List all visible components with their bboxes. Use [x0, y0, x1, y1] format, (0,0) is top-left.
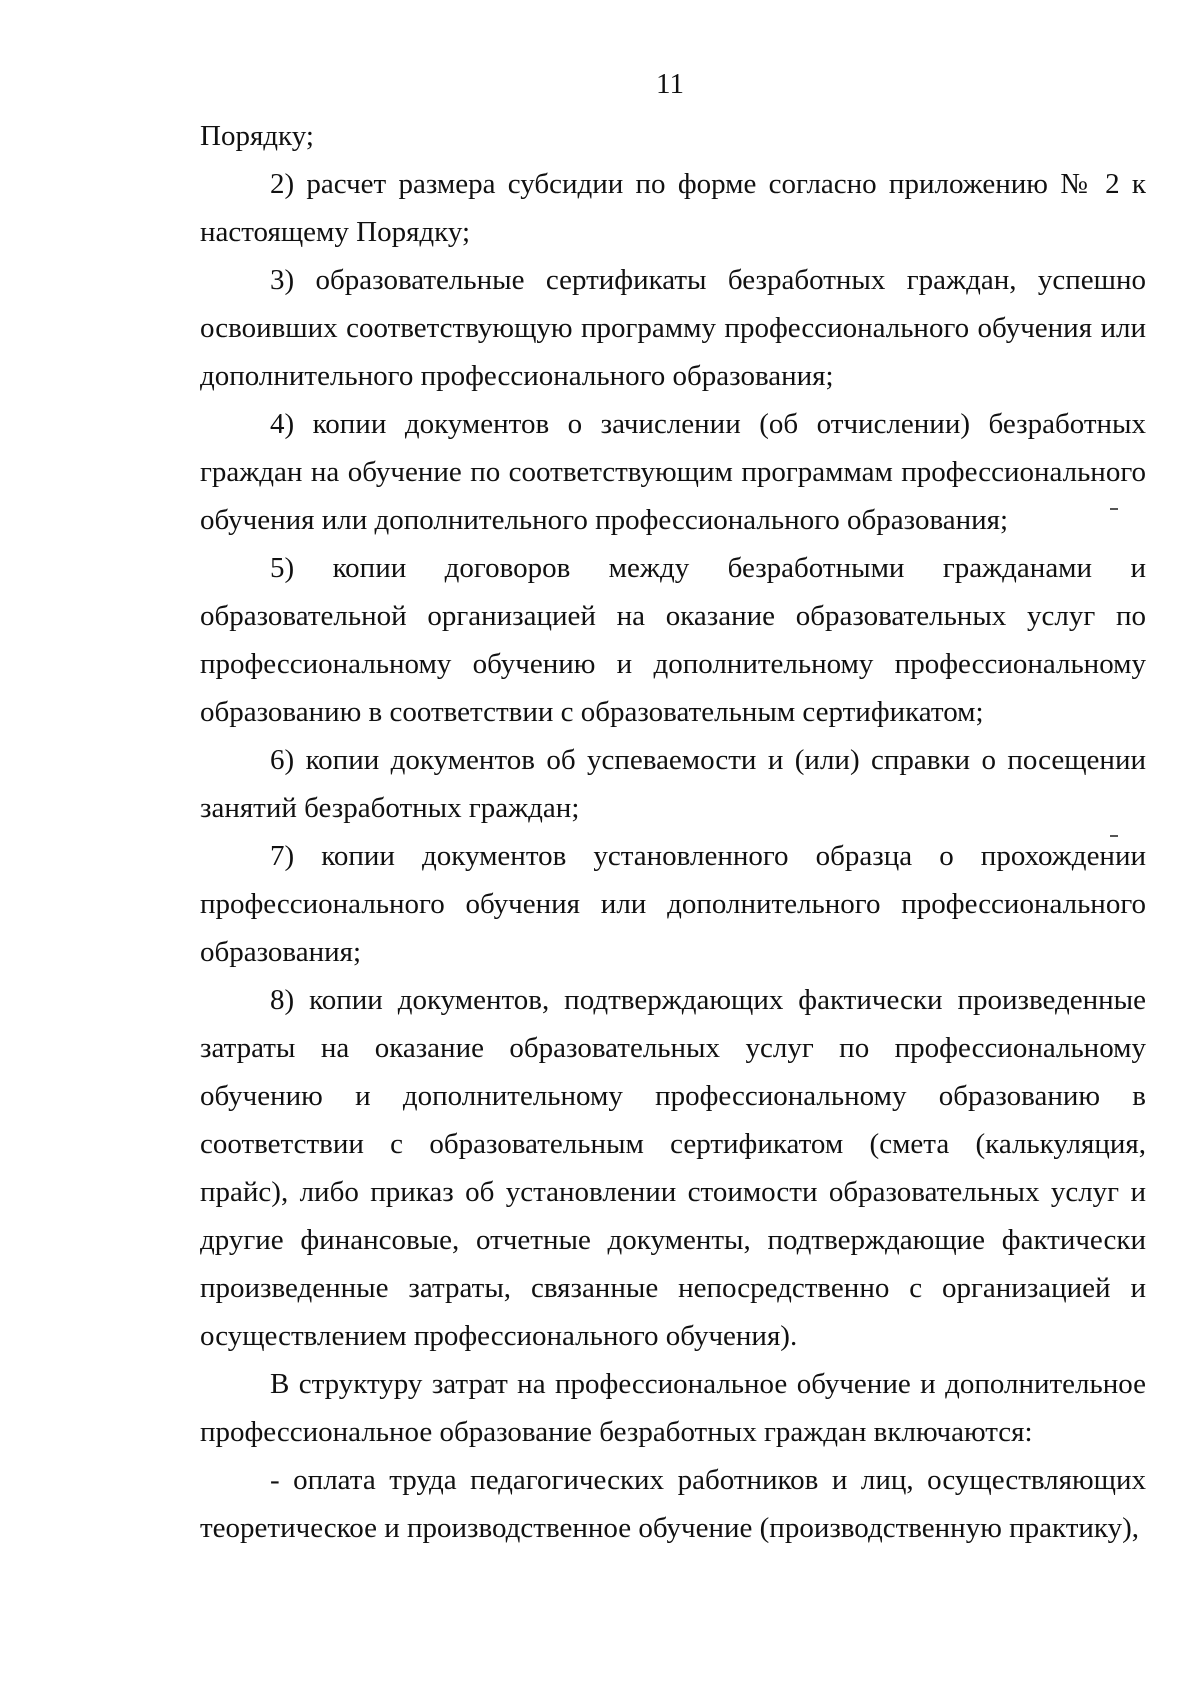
scan-speck: [1110, 508, 1118, 510]
page-number: 11: [656, 68, 684, 100]
list-item-5: 5) копии договоров между безработными гражданами и образовательной организацией на оказание образовательных услуг по профессиональному обучению и дополнительному профессиональному образованию в соответствии с образовательным сертификатом;: [200, 552, 1146, 728]
list-item-6: 6) копии документов об успеваемости и (или) справки о посещении занятий безработных граждан;: [200, 744, 1146, 824]
list-item-8: 8) копии документов, подтверждающих фактически произведенные затраты на оказание образовательных услуг по профессиональному обучению и дополнительному профессиональному образованию в соответствии с образовательным сертификатом (смета (калькуляция, прайс), либо приказ об установлении стоимости образовательных услуг и другие финансовые, отчетные документы, подтверждающие фактически произведенные затраты, связанные непосредственно с организацией и осуществлением профессионального обучения).: [200, 984, 1146, 1352]
paragraph-continuation: Порядку;: [200, 120, 314, 152]
list-item-3: 3) образовательные сертификаты безработных граждан, успешно освоивших соответствующую программу профессионального обучения или дополнительного профессионального образования;: [200, 264, 1146, 392]
list-item-4: 4) копии документов о зачислении (об отчислении) безработных граждан на обучение по соответствующим программам профессионального обучения или дополнительного профессионального образования;: [200, 408, 1146, 536]
cost-structure-intro: В структуру затрат на профессиональное обучение и дополнительное профессиональное образование безработных граждан включаются:: [200, 1368, 1146, 1448]
scan-speck: [1110, 835, 1118, 837]
list-item-2: 2) расчет размера субсидии по форме согласно приложению № 2 к настоящему Порядку;: [200, 168, 1146, 248]
document-body: [200, 112, 1146, 1552]
cost-item-salary: - оплата труда педагогических работников и лиц, осуществляющих теоретическое и производственное обучение (производственную практику),: [200, 1464, 1146, 1544]
list-item-7: 7) копии документов установленного образца о прохождении профессионального обучения или дополнительного профессионального образования;: [200, 840, 1146, 968]
